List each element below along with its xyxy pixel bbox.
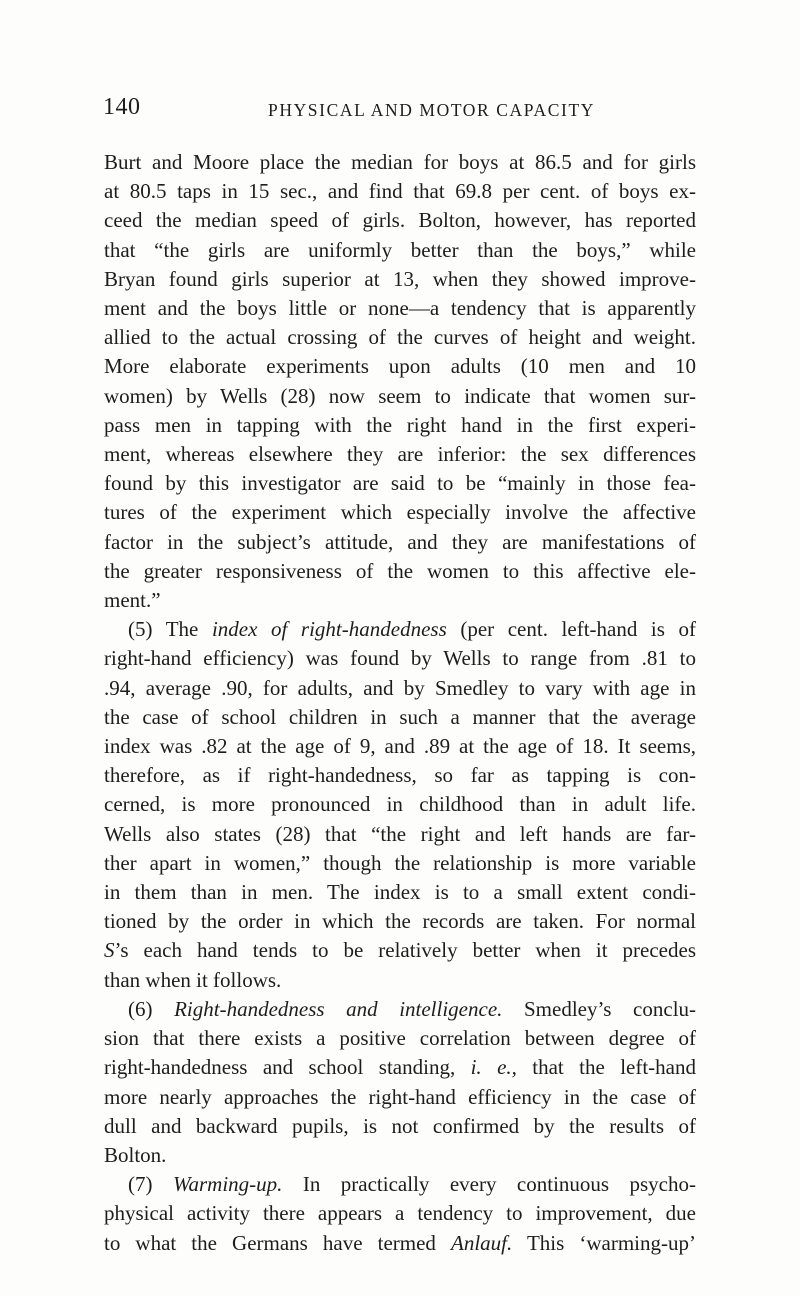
page-header [0,94,800,134]
section-number: (5) [128,617,153,642]
text-line: the greater responsiveness of the women to this affective ele- [104,558,696,583]
text-line: right-handedness and school standing, i. e., that the left-hand [104,1055,697,1080]
text-line: women) by Wells (28) now seem to indicate that women sur- [104,383,696,408]
text-line: factor in the subject’s attitude, and they are manifestations of [104,529,696,554]
text-line: Burt and Moore place the median for boys at 86.5 and for girls [104,150,696,174]
text-line: the case of school children in such a manner that the average [104,704,696,729]
text-line: sion that there exists a positive correlation between degree of [104,1026,696,1051]
text-line: right-hand efficiency) was found by Wells to range from .81 to [104,646,696,671]
text-line: tures of the experiment which especially involve the affective [104,500,696,525]
text-line: that “the girls are uniformly better than the boys,” while [104,237,696,262]
text-line: ment and the boys little or none—a tendency that is apparently [104,296,696,321]
section-heading: Warming-up. [172,1172,283,1197]
text-line: Bolton. [104,1142,167,1167]
text-line: therefore, as if right-handedness, so far as tapping is con- [104,763,696,788]
text-line: dull and backward pupils, is not confirmed by the results of [104,1113,696,1138]
text-line: S’s each hand tends to be relatively better when it precedes [104,938,696,963]
text-line: cerned, is more pronounced in childhood than in adult life. [104,792,696,817]
paragraph-5-first-line: (5) The index of right-handedness (per cent. left-hand is of [128,617,697,642]
text-line: index was .82 at the age of 9, and .89 at the age of 18. It seems, [104,734,696,759]
text-line: ther apart in women,” though the relationship is more variable [104,850,696,875]
text-line: at 80.5 taps in 15 sec., and find that 69.8 per cent. of boys ex- [104,179,696,204]
section-heading: Right-handedness and intelligence. [174,996,503,1021]
paragraph-7-first-line: (7) Warming-up. In practically every continuous psycho- [128,1172,696,1197]
text-line: Bryan found girls superior at 13, when they showed improve- [104,266,696,291]
text-line: allied to the actual crossing of the curves of height and weight. [104,325,696,350]
body-text [104,148,696,1258]
text-line: Wells also states (28) that “the right and left hands are far- [104,821,696,846]
text-line: than when it follows. [104,967,282,992]
section-heading: index of right-handedness [211,617,447,642]
text-line: in them than in men. The index is to a small extent condi- [104,880,696,905]
text-line: More elaborate experiments upon adults (10 men and 10 [104,354,696,379]
running-title: PHYSICAL AND MOTOR CAPACITY [268,100,595,120]
text-line: more nearly approaches the right-hand efficiency in the case of [104,1084,696,1109]
page-number: 140 [103,94,141,120]
text-line: physical activity there appears a tendency to improvement, due [104,1201,696,1226]
text-line: ment, whereas elsewhere they are inferior: the sex differences [104,442,696,467]
text-line: to what the Germans have termed Anlauf. This ‘warming-up’ [104,1230,697,1255]
text-line: ceed the median speed of girls. Bolton, however, has reported [104,208,696,233]
text-line: .94, average .90, for adults, and by Smedley to vary with age in [104,675,696,700]
text-line: pass men in tapping with the right hand in the first experi- [104,412,696,437]
section-number: (7) [128,1172,153,1197]
text-line: tioned by the order in which the records are taken. For normal [104,909,696,934]
paragraph-6-first-line: (6) Right-handedness and intelligence. Smedley’s conclu- [128,996,697,1021]
text-line: found by this investigator are said to be “mainly in those fea- [104,471,696,496]
section-number: (6) [128,996,153,1021]
text-line: ment.” [104,588,161,613]
